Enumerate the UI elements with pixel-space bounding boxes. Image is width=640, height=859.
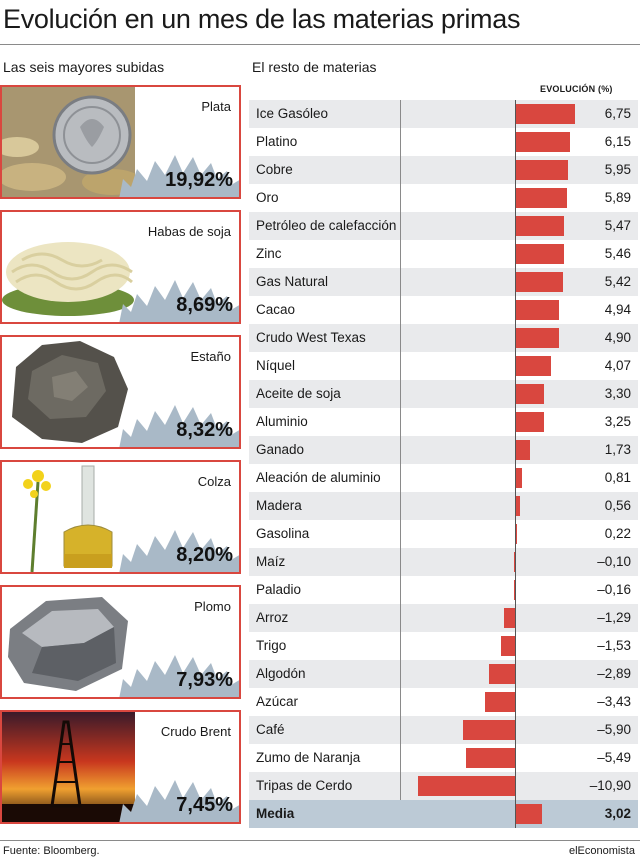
tin-ore-photo bbox=[2, 337, 135, 447]
riser-name: Colza bbox=[197, 474, 231, 489]
value-label: –10,90 bbox=[589, 778, 631, 793]
brand-logo: elEconomista bbox=[568, 845, 635, 857]
bar-row bbox=[249, 744, 638, 772]
column-header: EVOLUCIÓN (%) bbox=[540, 84, 613, 94]
category-label: Maíz bbox=[256, 554, 286, 569]
value-label: –5,90 bbox=[597, 722, 631, 737]
riser-percent: 7,93% bbox=[176, 669, 233, 691]
value-label: –1,29 bbox=[597, 610, 631, 625]
bar-row bbox=[249, 632, 638, 660]
bar-row bbox=[249, 772, 638, 800]
bar-row bbox=[249, 576, 638, 604]
bar bbox=[515, 104, 575, 124]
category-label: Azúcar bbox=[256, 694, 299, 709]
bar-row bbox=[249, 464, 638, 492]
value-label: –1,53 bbox=[597, 638, 631, 653]
value-label: 1,73 bbox=[604, 442, 631, 457]
riser-percent: 8,20% bbox=[176, 544, 233, 566]
right-subtitle: El resto de materias bbox=[252, 59, 377, 75]
value-label: 5,47 bbox=[604, 218, 631, 233]
category-label: Café bbox=[256, 722, 285, 737]
value-label: 4,94 bbox=[604, 302, 631, 317]
bar bbox=[515, 160, 568, 180]
category-label: Paladio bbox=[256, 582, 302, 597]
silver-coins-photo bbox=[2, 87, 135, 197]
bar bbox=[515, 412, 544, 432]
bar bbox=[515, 188, 567, 208]
bar bbox=[515, 216, 564, 236]
riser-card-crudo-brent bbox=[0, 710, 241, 824]
bar bbox=[489, 664, 515, 684]
category-label: Cobre bbox=[256, 162, 293, 177]
bar-row bbox=[249, 184, 638, 212]
bar bbox=[515, 272, 563, 292]
bar bbox=[515, 468, 522, 488]
zero-axis-line bbox=[515, 100, 516, 828]
value-label: 3,25 bbox=[604, 414, 631, 429]
bar-row bbox=[249, 240, 638, 268]
bar bbox=[515, 440, 530, 460]
value-label: –2,89 bbox=[597, 666, 631, 681]
category-label: Aleación de aluminio bbox=[256, 470, 381, 485]
riser-card-estano bbox=[0, 335, 241, 449]
category-label: Tripas de Cerdo bbox=[256, 778, 353, 793]
bar-row bbox=[249, 128, 638, 156]
chart-title: Evolución en un mes de las materias primas bbox=[3, 4, 521, 34]
riser-name: Crudo Brent bbox=[160, 724, 231, 739]
value-label: –3,43 bbox=[597, 694, 631, 709]
bar bbox=[515, 384, 544, 404]
bar bbox=[463, 720, 515, 740]
riser-percent: 7,45% bbox=[176, 794, 233, 816]
bar-row bbox=[249, 716, 638, 744]
category-label: Aluminio bbox=[256, 414, 308, 429]
bar bbox=[515, 244, 564, 264]
riser-card-habas-de-soja bbox=[0, 210, 241, 324]
category-label: Zumo de Naranja bbox=[256, 750, 361, 765]
category-label: Gas Natural bbox=[256, 274, 329, 289]
category-label: Arroz bbox=[256, 610, 289, 625]
category-label: Aceite de soja bbox=[256, 386, 341, 401]
soybeans-photo bbox=[2, 212, 135, 322]
bar-row bbox=[249, 604, 638, 632]
average-row bbox=[249, 800, 638, 828]
riser-percent: 8,32% bbox=[176, 419, 233, 441]
commodities-bar-chart bbox=[249, 100, 638, 828]
bar-row bbox=[249, 324, 638, 352]
title-rule bbox=[0, 44, 640, 45]
value-label: 5,42 bbox=[604, 274, 631, 289]
bar bbox=[515, 356, 551, 376]
riser-percent: 19,92% bbox=[165, 169, 233, 191]
bar bbox=[501, 636, 515, 656]
value-label: 3,02 bbox=[604, 806, 631, 821]
riser-card-plata bbox=[0, 85, 241, 199]
category-label: Ice Gasóleo bbox=[256, 106, 329, 121]
value-label: 6,75 bbox=[604, 106, 631, 121]
category-label: Níquel bbox=[256, 358, 296, 373]
value-label: 0,81 bbox=[604, 470, 631, 485]
bar-row bbox=[249, 268, 638, 296]
category-label: Gasolina bbox=[256, 526, 310, 541]
bar-row bbox=[249, 436, 638, 464]
bar-row bbox=[249, 352, 638, 380]
bar bbox=[418, 776, 515, 796]
category-label: Trigo bbox=[256, 638, 287, 653]
bar bbox=[515, 300, 559, 320]
value-label: 5,89 bbox=[604, 190, 631, 205]
value-label: 6,15 bbox=[604, 134, 631, 149]
oil-rig-photo bbox=[2, 712, 135, 822]
bar-row bbox=[249, 688, 638, 716]
category-label: Zinc bbox=[256, 246, 282, 261]
value-label: –5,49 bbox=[597, 750, 631, 765]
bar-row bbox=[249, 660, 638, 688]
bar-row bbox=[249, 492, 638, 520]
riser-name: Estaño bbox=[190, 349, 231, 364]
bar-row bbox=[249, 296, 638, 324]
value-label: 4,90 bbox=[604, 330, 631, 345]
category-label: Cacao bbox=[256, 302, 296, 317]
category-label: Madera bbox=[256, 498, 302, 513]
bar-row bbox=[249, 520, 638, 548]
left-subtitle: Las seis mayores subidas bbox=[3, 59, 165, 75]
lead-ore-photo bbox=[2, 587, 135, 697]
riser-card-plomo bbox=[0, 585, 241, 699]
riser-name: Habas de soja bbox=[147, 224, 231, 239]
rapeseed-oil-photo bbox=[2, 462, 135, 572]
category-label: Media bbox=[256, 806, 295, 821]
bar-row bbox=[249, 156, 638, 184]
bar-row bbox=[249, 548, 638, 576]
category-label: Crudo West Texas bbox=[256, 330, 366, 345]
value-label: 3,30 bbox=[604, 386, 631, 401]
bar bbox=[515, 804, 542, 824]
value-label: 5,46 bbox=[604, 246, 631, 261]
category-label: Oro bbox=[256, 190, 279, 205]
riser-name: Plomo bbox=[194, 599, 231, 614]
bar bbox=[515, 328, 559, 348]
label-divider bbox=[400, 100, 401, 800]
value-label: 0,56 bbox=[604, 498, 631, 513]
bar bbox=[466, 748, 515, 768]
riser-percent: 8,69% bbox=[176, 294, 233, 316]
bar-row bbox=[249, 212, 638, 240]
riser-name: Plata bbox=[201, 99, 231, 114]
bar-row bbox=[249, 380, 638, 408]
value-label: 5,95 bbox=[604, 162, 631, 177]
category-label: Petróleo de calefacción bbox=[256, 218, 397, 233]
value-label: –0,10 bbox=[597, 554, 631, 569]
riser-card-colza bbox=[0, 460, 241, 574]
category-label: Ganado bbox=[256, 442, 305, 457]
bar bbox=[515, 132, 570, 152]
value-label: 4,07 bbox=[604, 358, 631, 373]
bar bbox=[485, 692, 515, 712]
bar-row bbox=[249, 408, 638, 436]
category-label: Algodón bbox=[256, 666, 306, 681]
value-label: 0,22 bbox=[604, 526, 631, 541]
bar bbox=[504, 608, 515, 628]
bar-row bbox=[249, 100, 638, 128]
source-note: Fuente: Bloomberg. bbox=[3, 845, 100, 857]
value-label: –0,16 bbox=[597, 582, 631, 597]
category-label: Platino bbox=[256, 134, 298, 149]
footer-rule bbox=[0, 840, 640, 841]
